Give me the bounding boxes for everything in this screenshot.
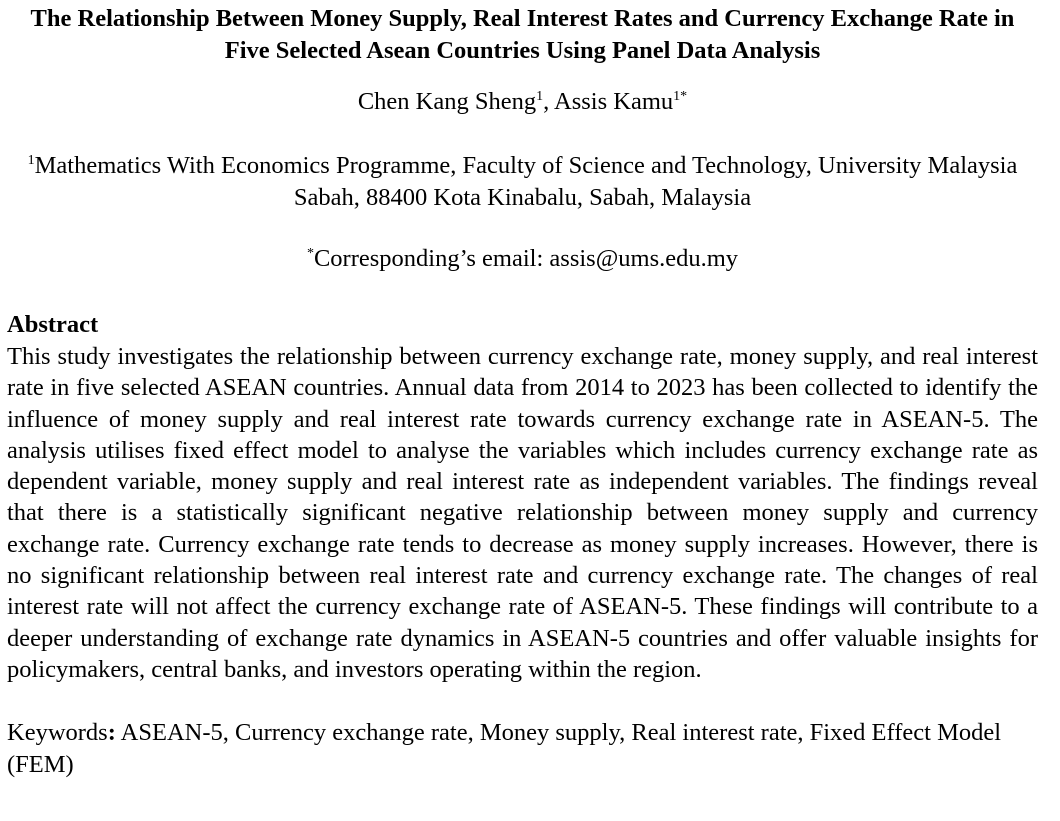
corresponding-email — [7, 243, 1038, 275]
affiliation — [7, 150, 1038, 214]
keywords-label: Keywords — [7, 719, 108, 747]
abstract-body: This study investigates the relationship between currency exchange rate, money supply, and real interest rate in five selected ASEAN countries. Annual data from 2014 to 2023 has been collected to identify the influence of money supply and real interest rate towards currency exchange rate in ASEAN-5. The analysis utilises fixed effect model to analyse the variables which includes currency exchange rate as dependent variable, money supply and real interest rate as independent variables. The findings reveal that there is a statistically significant negative relationship between money supply and currency exchange rate. Currency exchange rate tends to decrease as money supply increases. However, there is no significant relationship between real interest rate and currency exchange rate. The changes of real interest rate will not affect the currency exchange rate of ASEAN-5. These findings will contribute to a deeper understanding of exchange rate dynamics in ASEAN-5 countries and offer valuable insights for policymakers, central banks, and investors operating within the region. — [7, 343, 1038, 683]
correspondence-text: Corresponding’s email: assis@ums.edu.my — [313, 245, 739, 272]
abstract-heading: Abstract — [7, 311, 99, 338]
author-name: Assis Kamu — [554, 88, 674, 115]
author-separator: , — [543, 88, 555, 115]
affiliation-mark: 1 — [27, 153, 35, 168]
paper-title: The Relationship Between Money Supply, Real Interest Rates and Currency Exchange Rate in Five Selected Asean Countries Using Panel Data Analysis — [30, 5, 1015, 64]
keywords — [7, 717, 1038, 780]
author-list — [7, 86, 1038, 118]
correspondence-mark: * — [306, 246, 314, 261]
affiliation-text: Mathematics With Economics Programme, Faculty of Science and Technology, University Malaysia Sabah, 88400 Kota Kinabalu, Sabah, Malaysia — [34, 152, 1018, 211]
keywords-colon: : — [107, 719, 116, 747]
author-affiliation-mark: 1 — [536, 89, 544, 104]
author-name: Chen Kang Sheng — [357, 88, 537, 115]
keywords-text: ASEAN-5, Currency exchange rate, Money supply, Real interest rate, Fixed Effect Model (FEM) — [7, 719, 1002, 778]
author-affiliation-mark: 1* — [673, 89, 688, 104]
paper-page — [0, 3, 1060, 821]
